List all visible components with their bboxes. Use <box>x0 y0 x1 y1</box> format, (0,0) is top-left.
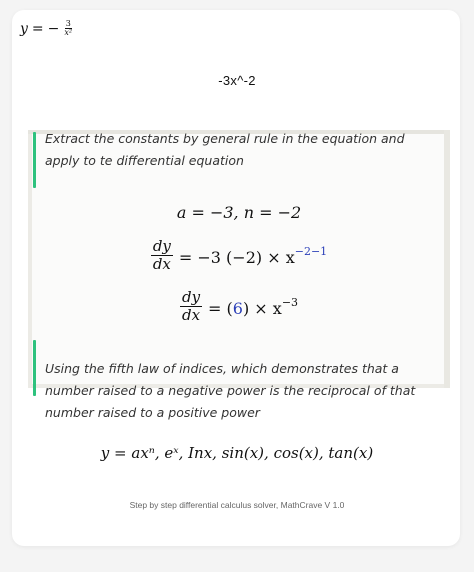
problem-sign: − <box>47 20 60 37</box>
problem-lhs: y <box>20 20 28 37</box>
next-step-note: Using the fifth law of indices, which demonstrates that a number raised to a negative power is the reciprocal of that number raised to a positive power <box>45 361 416 420</box>
footer-credit: Step by step differential calculus solver, MathCrave V 1.0 <box>129 500 345 510</box>
step2-eq: = ( <box>208 298 233 318</box>
plain-expression: -3x^-2 <box>218 73 256 88</box>
dy-text-2: dy <box>181 288 201 306</box>
constants-line <box>28 203 450 222</box>
step1-exponent: −2−1 <box>294 244 328 258</box>
step2-value: 6 <box>232 298 243 318</box>
dx-text: dx <box>152 255 171 274</box>
step-panel <box>28 130 450 420</box>
dy-dx-fraction <box>151 238 173 274</box>
constants-text: a = −3, n = −2 <box>176 203 302 222</box>
step-note: Extract the constants by general rule in the equation and apply to te differential equation <box>45 131 405 168</box>
dy-text: dy <box>152 237 171 255</box>
dx-text-2: dx <box>181 306 201 325</box>
dy-dx-fraction-2 <box>180 289 202 325</box>
problem-fraction <box>63 20 73 38</box>
step-accent-bar <box>33 132 36 188</box>
supported-functions <box>0 444 474 462</box>
problem-equation <box>20 20 73 38</box>
step2-exponent: −3 <box>281 295 299 309</box>
supported-functions-text: y = axⁿ, eˣ, Inx, sin(x), cos(x), tan(x) <box>100 444 374 462</box>
step2-rest: ) × x <box>242 298 282 318</box>
problem-denominator: x² <box>64 28 73 38</box>
derivative-step-2 <box>28 287 450 325</box>
problem-equals: = <box>31 20 44 37</box>
step1-rhs: = −3 (−2) × x <box>178 247 295 267</box>
derivative-step-1 <box>28 236 450 274</box>
next-step-accent-bar <box>33 340 36 396</box>
problem-numerator: 3 <box>65 19 71 28</box>
